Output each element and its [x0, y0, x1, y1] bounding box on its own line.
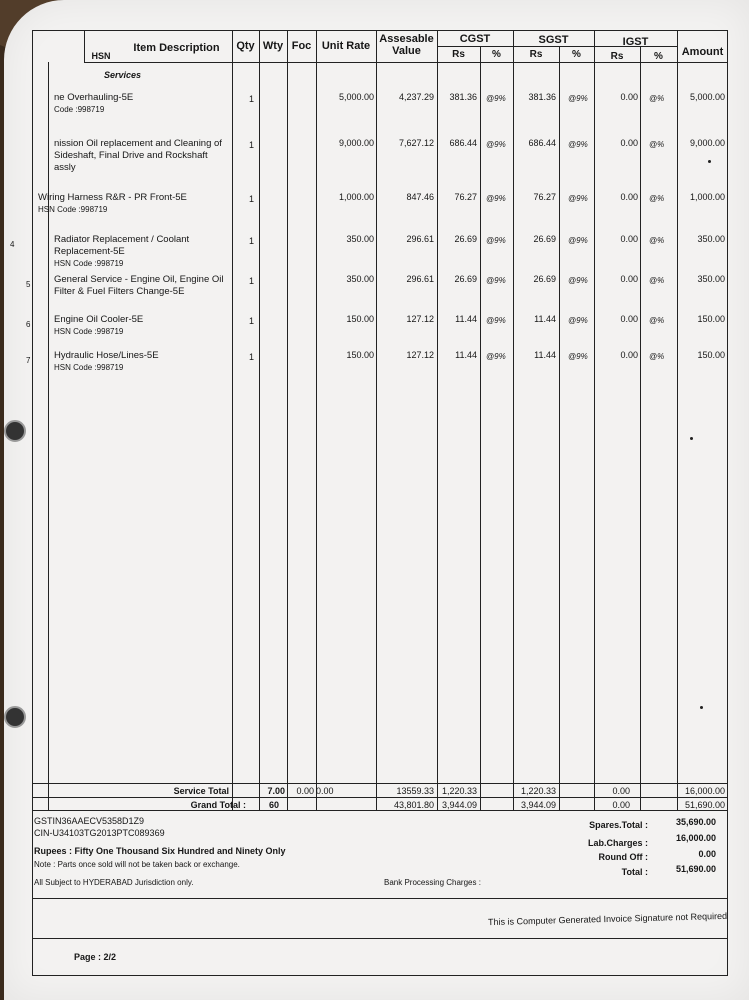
page-number: Page : 2/2	[74, 952, 117, 962]
row-description-text: Hydraulic Hose/Lines-5E	[54, 350, 159, 361]
header-igst-pct: %	[654, 51, 663, 62]
row-igst-pct: @%	[649, 316, 665, 325]
service-total-sgst: 1,220.33	[520, 786, 556, 796]
footer-divider-rule	[32, 898, 728, 899]
row-igst-pct: @%	[649, 236, 665, 245]
row-hsn-code: HSN Code :998719	[54, 327, 124, 336]
row-cgst-rs: 381.36	[449, 92, 477, 102]
row-cgst-pct: @9%	[486, 352, 506, 361]
row-cgst-pct: @9%	[486, 140, 506, 149]
row-cgst-pct: @9%	[486, 94, 506, 103]
row-sgst-pct: @9%	[568, 236, 588, 245]
row-sgst-rs: 26.69	[533, 274, 556, 284]
row-description-text: Wiring Harness R&R - PR Front-5E	[38, 192, 187, 203]
row-hsn-code: HSN Code :998719	[38, 205, 108, 214]
row-serial: 7	[26, 356, 31, 365]
service-total-wty: 7.00	[267, 786, 285, 796]
row-description	[54, 350, 230, 374]
row-igst-pct: @%	[649, 94, 665, 103]
note: Note : Parts once sold will not be taken back or exchange.	[34, 860, 240, 869]
row-igst-pct: @%	[649, 194, 665, 203]
grand-total-assessable: 43,801.80	[393, 800, 434, 810]
col-rule-igst-rs	[640, 46, 641, 810]
signature-rule	[32, 938, 728, 939]
row-cgst-pct: @9%	[486, 194, 506, 203]
service-total-amount: 16,000.00	[684, 786, 725, 796]
row-unit-rate: 150.00	[346, 314, 374, 324]
header-cgst-pct: %	[492, 49, 501, 60]
lab-charges-value: 16,000.00	[675, 833, 716, 843]
row-qty: 1	[248, 140, 254, 150]
header-igst-rs: Rs	[610, 51, 624, 62]
spares-total-value: 35,690.00	[675, 817, 716, 827]
grand-total-amount: 51,690.00	[684, 800, 725, 810]
row-serial: 5	[26, 280, 31, 289]
row-assessable: 296.61	[406, 234, 434, 244]
row-description-text: ne Overhauling-5E	[54, 92, 134, 103]
header-sgst: SGST	[538, 34, 569, 46]
row-sgst-pct: @9%	[568, 140, 588, 149]
row-qty: 1	[248, 276, 254, 286]
row-sgst-pct: @9%	[568, 94, 588, 103]
row-serial: 4	[10, 240, 15, 249]
row-sgst-rs: 26.69	[533, 234, 556, 244]
gstin: GSTIN36AAECV5358D1Z9	[34, 816, 145, 826]
header-sgst-rs: Rs	[529, 49, 543, 60]
row-description	[54, 274, 230, 298]
col-rule-left	[48, 62, 49, 810]
row-assessable: 847.46	[406, 192, 434, 202]
service-total-foc: 0.00	[296, 786, 314, 796]
row-assessable: 127.12	[406, 314, 434, 324]
bank-processing-charges: Bank Processing Charges :	[384, 878, 481, 887]
total-value: 51,690.00	[675, 864, 716, 874]
row-assessable: 7,627.12	[398, 138, 434, 148]
row-sgst-pct: @9%	[568, 352, 588, 361]
row-unit-rate: 5,000.00	[338, 92, 374, 102]
row-unit-rate: 1,000.00	[338, 192, 374, 202]
jurisdiction: All Subject to HYDERABAD Jurisdiction only.	[34, 878, 194, 887]
row-sgst-rs: 686.44	[528, 138, 556, 148]
row-unit-rate: 150.00	[346, 350, 374, 360]
grand-total-sgst: 3,944.09	[520, 800, 556, 810]
row-hsn-code: Code :998719	[54, 105, 105, 114]
row-cgst-rs: 76.27	[454, 192, 477, 202]
row-amount: 5,000.00	[689, 92, 725, 102]
row-igst-pct: @%	[649, 352, 665, 361]
row-cgst-pct: @9%	[486, 276, 506, 285]
row-assessable: 296.61	[406, 274, 434, 284]
row-sgst-rs: 381.36	[528, 92, 556, 102]
lab-charges-label: Lab.Charges :	[587, 838, 648, 848]
section-label-services: Services	[104, 70, 142, 80]
row-qty: 1	[248, 236, 254, 246]
header-unit-rate: Unit Rate	[321, 40, 371, 52]
rupees-in-words: Rupees : Fifty One Thousand Six Hundred and Ninety Only	[34, 846, 286, 856]
row-qty: 1	[248, 316, 254, 326]
row-description	[38, 192, 214, 216]
row-sgst-pct: @9%	[568, 316, 588, 325]
row-assessable: 4,237.29	[398, 92, 434, 102]
row-qty: 1	[248, 194, 254, 204]
service-total-cgst: 1,220.33	[441, 786, 477, 796]
header-amount: Amount	[681, 46, 724, 58]
total-label: Total :	[621, 867, 648, 877]
row-description-text: Radiator Replacement / Coolant Replacement-5E	[54, 234, 190, 257]
row-cgst-rs: 11.44	[455, 350, 477, 360]
speck	[690, 437, 693, 440]
row-description	[54, 314, 230, 338]
grand-total-cgst: 3,944.09	[441, 800, 477, 810]
row-amount: 1,000.00	[689, 192, 725, 202]
row-igst-rs: 0.00	[620, 234, 638, 244]
row-sgst-rs: 11.44	[534, 350, 556, 360]
speck	[708, 160, 711, 163]
col-rule-wty	[287, 30, 288, 810]
col-rule-qty	[259, 30, 260, 810]
row-sgst-pct: @9%	[568, 276, 588, 285]
row-amount: 350.00	[697, 234, 725, 244]
row-cgst-rs: 26.69	[454, 274, 477, 284]
col-rule-sgst-rs	[559, 46, 560, 810]
service-total-assessable: 13559.33	[396, 786, 434, 796]
row-amount: 9,000.00	[689, 138, 725, 148]
spares-total-label: Spares.Total :	[589, 820, 648, 830]
row-unit-rate: 9,000.00	[338, 138, 374, 148]
row-qty: 1	[248, 352, 254, 362]
row-unit-rate: 350.00	[346, 274, 374, 284]
row-amount: 150.00	[697, 314, 725, 324]
row-sgst-rs: 76.27	[533, 192, 556, 202]
round-off-value: 0.00	[698, 849, 716, 859]
row-igst-pct: @%	[649, 140, 665, 149]
row-sgst-pct: @9%	[568, 194, 588, 203]
row-igst-rs: 0.00	[620, 350, 638, 360]
header-hsn: HSN	[91, 51, 111, 61]
header-item-description: Item Description	[133, 42, 220, 54]
row-unit-rate: 350.00	[346, 234, 374, 244]
row-igst-rs: 0.00	[620, 314, 638, 324]
row-description-text: General Service - Engine Oil, Engine Oil Filter & Fuel Filters Change-5E	[54, 274, 224, 297]
row-serial: 6	[26, 320, 31, 329]
header-sgst-pct: %	[572, 49, 581, 60]
round-off-label: Round Off :	[598, 852, 648, 862]
row-assessable: 127.12	[406, 350, 434, 360]
invoice-page	[4, 0, 749, 1000]
service-total-foc2: 0.00	[316, 786, 334, 796]
cin: CIN-U34103TG2013PTC089369	[34, 828, 165, 838]
header-wty: Wty	[262, 40, 284, 52]
header-igst: IGST	[622, 36, 649, 48]
header-cgst-rs: Rs	[452, 49, 465, 60]
speck	[700, 706, 703, 709]
row-cgst-rs: 11.44	[455, 314, 477, 324]
grand-total-wty: 60	[268, 800, 279, 810]
grand-total-igst: 0.00	[612, 800, 630, 810]
row-description-text: Engine Oil Cooler-5E	[54, 314, 144, 325]
grand-total-label: Grand Total :	[190, 800, 246, 810]
row-qty: 1	[248, 94, 254, 104]
col-rule-cgst-rs	[480, 46, 481, 810]
header-foc: Foc	[291, 40, 312, 52]
grand-total-top-rule	[32, 797, 728, 798]
row-cgst-rs: 686.44	[449, 138, 477, 148]
binder-hole	[4, 706, 26, 728]
service-total-igst: 0.00	[612, 786, 630, 796]
row-igst-rs: 0.00	[620, 92, 638, 102]
header-cgst: CGST	[459, 33, 491, 45]
row-cgst-pct: @9%	[486, 236, 506, 245]
row-hsn-code: HSN Code :998719	[54, 259, 124, 268]
row-amount: 150.00	[697, 350, 725, 360]
row-description	[54, 234, 230, 270]
row-igst-rs: 0.00	[620, 274, 638, 284]
row-cgst-pct: @9%	[486, 316, 506, 325]
binder-hole	[4, 420, 26, 442]
row-amount: 350.00	[697, 274, 725, 284]
row-igst-rs: 0.00	[620, 138, 638, 148]
row-description	[54, 138, 230, 174]
row-description-text: nission Oil replacement and Cleaning of Sideshaft, Final Drive and Rockshaft assly	[54, 138, 222, 173]
row-hsn-code: HSN Code :998719	[54, 363, 124, 372]
computer-generated-note: This is Computer Generated Invoice Signature not Required	[487, 910, 728, 928]
row-description	[54, 92, 230, 116]
grand-total-bottom-rule	[32, 810, 728, 811]
service-total-label: Service Total	[173, 786, 229, 796]
row-igst-rs: 0.00	[620, 192, 638, 202]
header-assesable-value: Assesable Value	[379, 33, 434, 57]
header-qty: Qty	[236, 40, 255, 52]
row-igst-pct: @%	[649, 276, 665, 285]
service-total-top-rule	[32, 783, 728, 784]
header-bottom-rule	[84, 62, 728, 63]
col-rule-hsn	[84, 30, 85, 62]
row-sgst-rs: 11.44	[534, 314, 556, 324]
row-cgst-rs: 26.69	[454, 234, 477, 244]
